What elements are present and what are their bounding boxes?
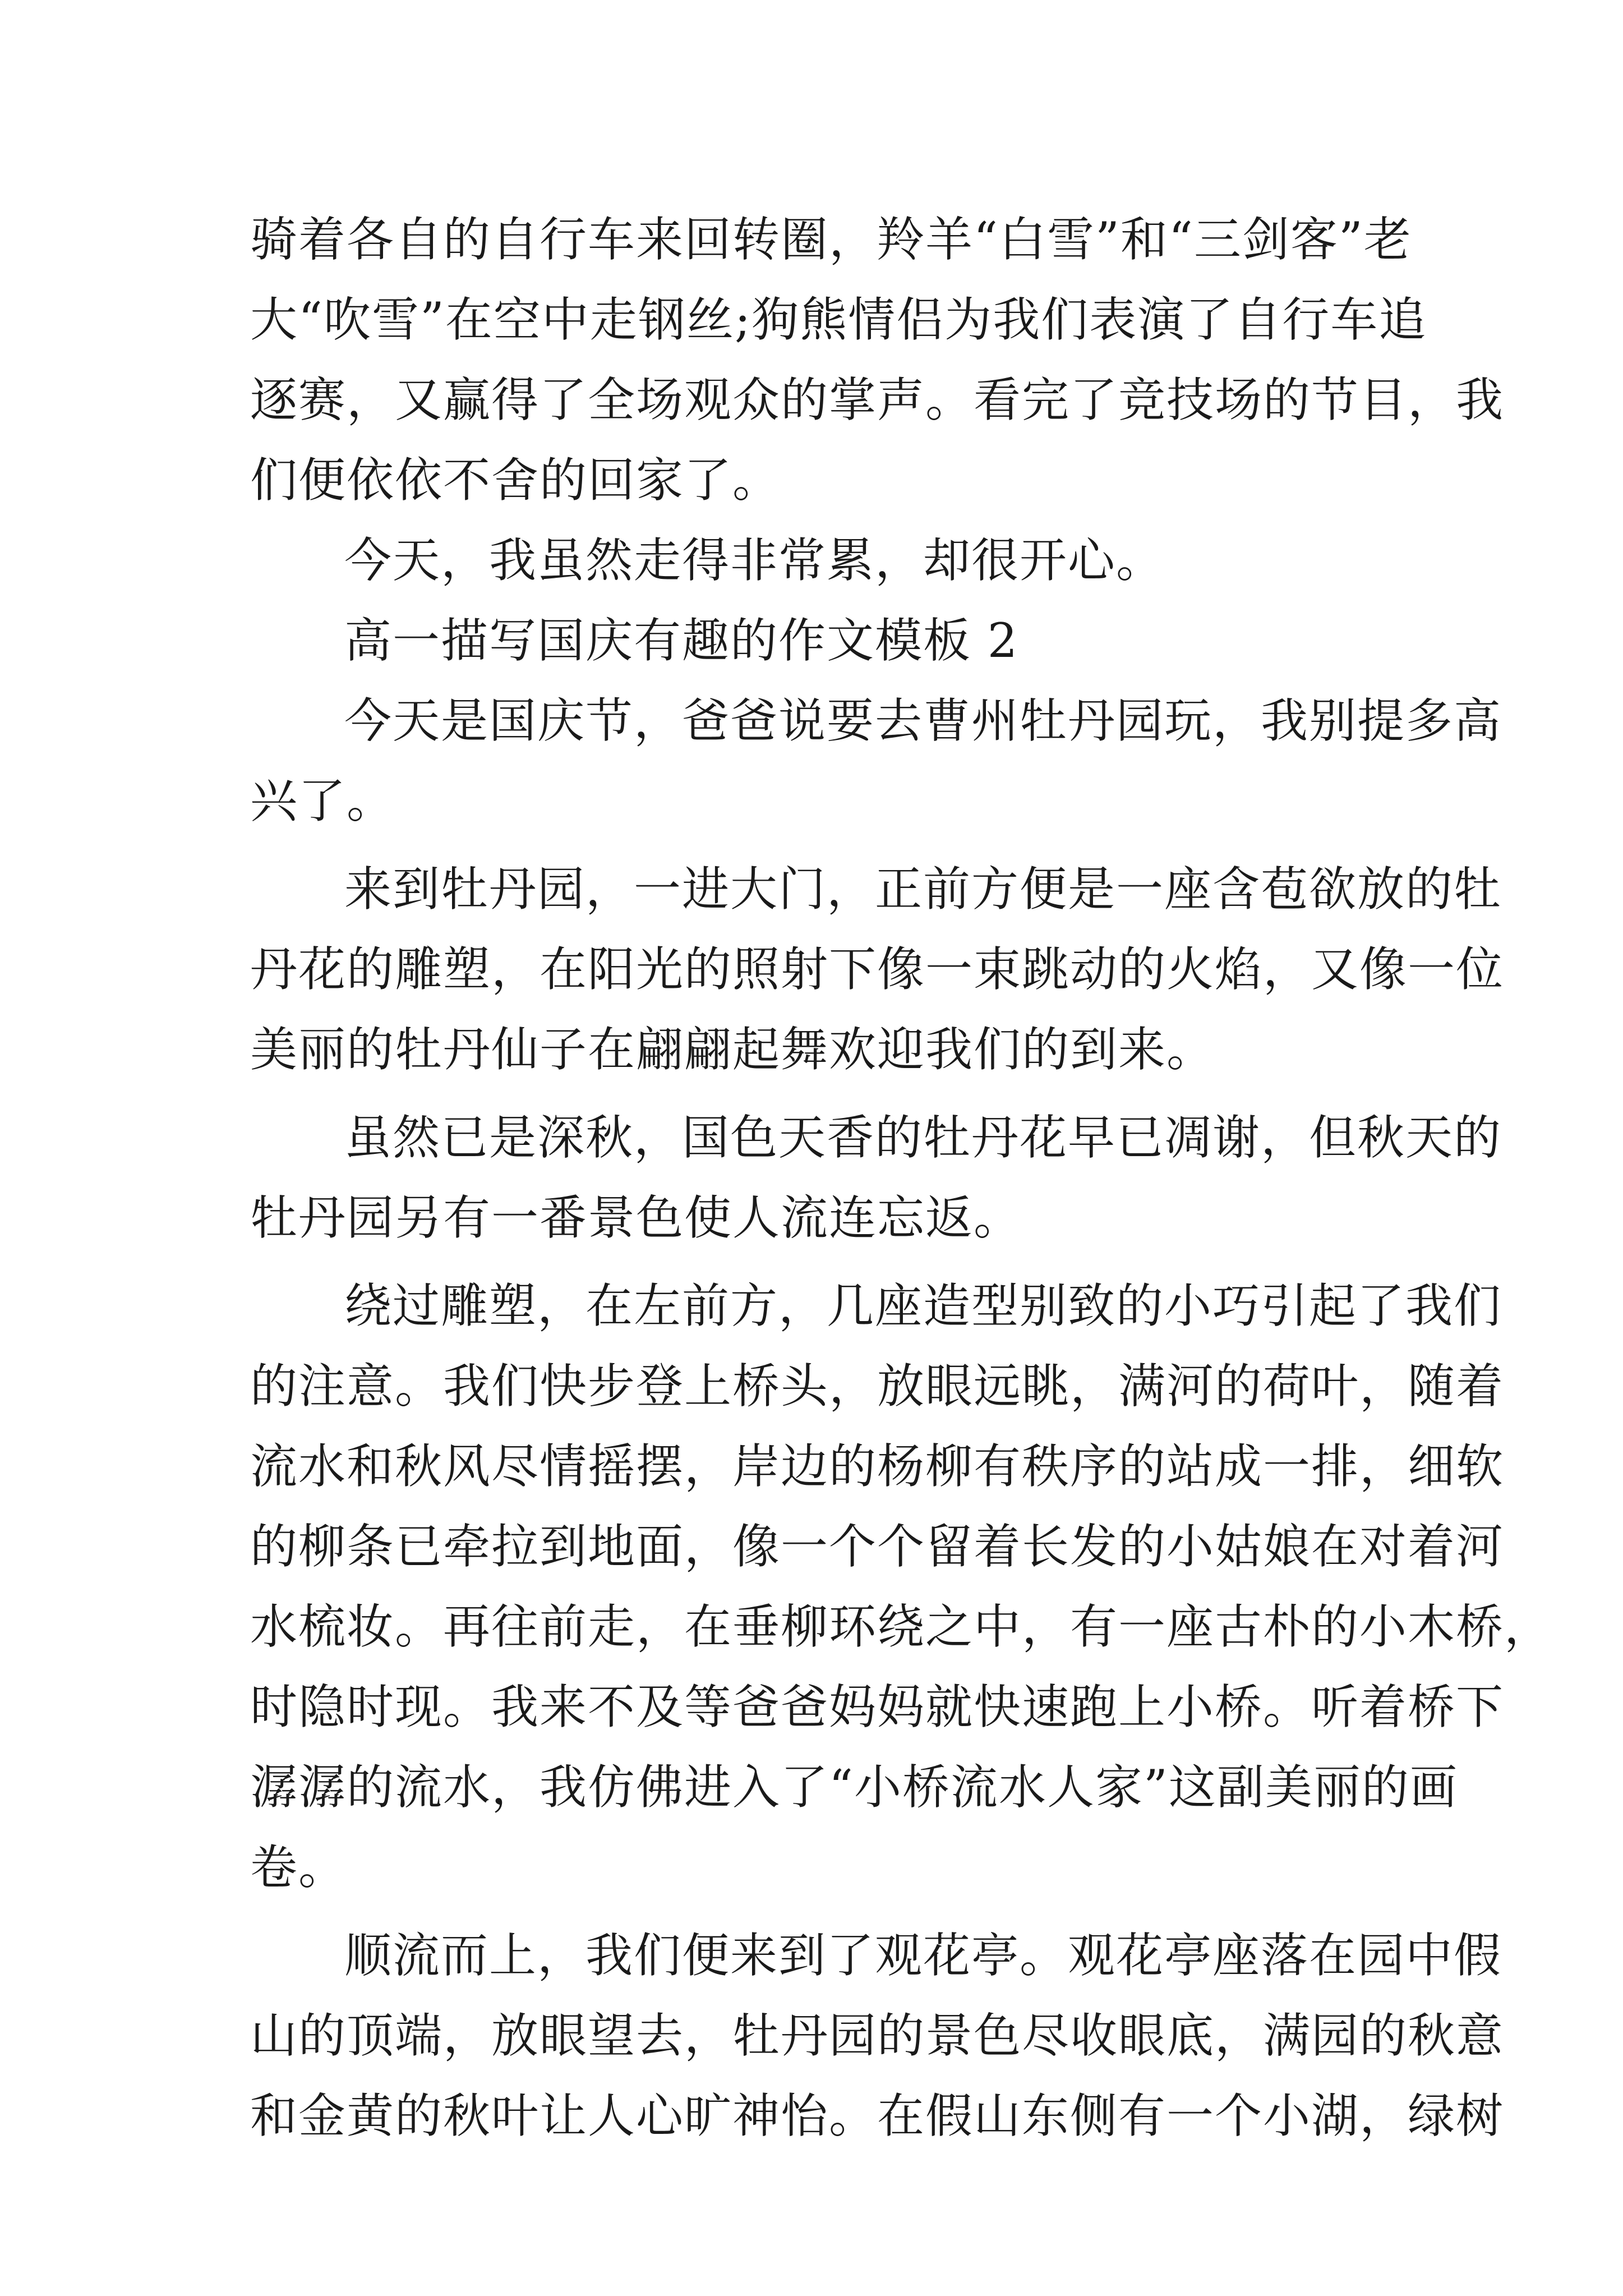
text-line: 骑着各自的自行车来回转圈，羚羊“白雪”和“三剑客”老 bbox=[250, 212, 1412, 267]
text-line: 时隐时现。我来不及等爸爸妈妈就快速跑上小桥。听着桥下 bbox=[250, 1680, 1505, 1734]
text-line: 顺流而上，我们便来到了观花亭。观花亭座落在园中假 bbox=[344, 1928, 1502, 1983]
text-line: 们便依依不舍的回家了。 bbox=[250, 453, 781, 508]
text-line: 今天，我虽然走得非常累，却很开心。 bbox=[344, 533, 1165, 588]
text-line: 流水和秋风尽情摇摆，岸边的杨柳有秩序的站成一排，细软 bbox=[250, 1439, 1505, 1494]
text-line: 虽然已是深秋，国色天香的牡丹花早已凋谢，但秋天的 bbox=[344, 1110, 1502, 1165]
text-line: 绕过雕塑，在左前方，几座造型别致的小巧引起了我们 bbox=[344, 1278, 1502, 1333]
text-line: 兴了。 bbox=[250, 774, 395, 829]
text-line: 和金黄的秋叶让人心旷神怡。在假山东侧有一个小湖，绿树 bbox=[250, 2088, 1505, 2143]
section-heading: 高一描写国庆有趣的作文模板 2 bbox=[344, 613, 1019, 668]
document-body bbox=[250, 200, 1553, 2156]
text-line: 山的顶端，放眼望去，牡丹园的景色尽收眼底，满园的秋意 bbox=[250, 2008, 1505, 2063]
text-line: 大“吹雪”在空中走钢丝;狗熊情侣为我们表演了自行车追 bbox=[250, 292, 1427, 347]
text-line: 美丽的牡丹仙子在翩翩起舞欢迎我们的到来。 bbox=[250, 1022, 1215, 1077]
text-line: 卷。 bbox=[250, 1840, 347, 1895]
text-line: 牡丹园另有一番景色使人流连忘返。 bbox=[250, 1190, 1022, 1245]
text-line: 水梳妆。再往前走，在垂柳环绕之中，有一座古朴的小木桥， bbox=[250, 1599, 1553, 1654]
text-line: 的柳条已牵拉到地面，像一个个留着长发的小姑娘在对着河 bbox=[250, 1519, 1505, 1574]
text-line: 丹花的雕塑，在阳光的照射下像一束跳动的火焰，又像一位 bbox=[250, 942, 1505, 997]
text-line: 潺潺的流水，我仿佛进入了“小桥流水人家”这副美丽的画 bbox=[250, 1760, 1458, 1815]
text-line: 今天是国庆节，爸爸说要去曹州牡丹园玩，我别提多高 bbox=[344, 693, 1502, 748]
text-line: 来到牡丹园，一进大门，正前方便是一座含苞欲放的牡 bbox=[344, 862, 1502, 917]
text-line: 逐赛，又赢得了全场观众的掌声。看完了竞技场的节目，我 bbox=[250, 372, 1505, 427]
text-line: 的注意。我们快步登上桥头，放眼远眺，满河的荷叶，随着 bbox=[250, 1359, 1505, 1414]
